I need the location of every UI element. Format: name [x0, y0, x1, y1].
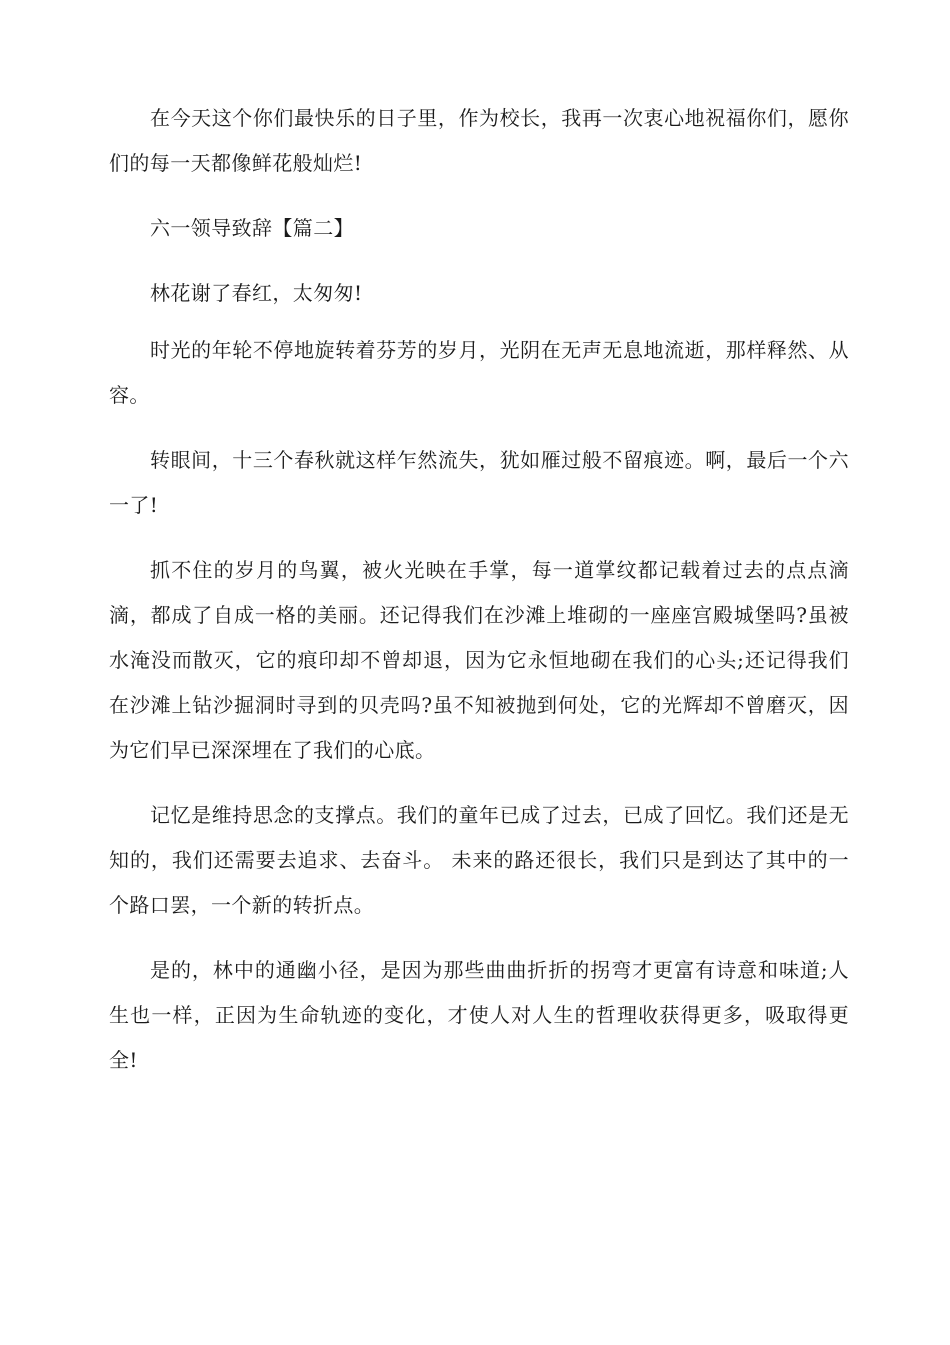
body-paragraph: 记忆是维持思念的支撑点。我们的童年已成了过去，已成了回忆。我们还是无知的，我们还需要去追求、去奋斗。 未来的路还很长，我们只是到达了其中的一个路口罢，一个新的转折点。 [109, 803, 849, 917]
body-paragraph: 抓不住的岁月的鸟翼，被火光映在手掌，每一道掌纹都记载着过去的点点滴滴，都成了自成一格的美丽。还记得我们在沙滩上堆砌的一座座宫殿城堡吗?虽被水淹没而散灭，它的痕印却不曾却退，因为它永恒地砌在我们的心头;还记得我们在沙滩上钻沙掘洞时寻到的贝壳吗?虽不知被抛到何处，它的光辉却不曾磨灭，因为它们早已深深埋在了我们的心底。 [109, 558, 849, 762]
closing-paragraph: 在今天这个你们最快乐的日子里，作为校长，我再一次衷心地祝福你们，愿你们的每一天都像鲜花般灿烂! [109, 106, 849, 175]
body-paragraph: 时光的年轮不停地旋转着芬芳的岁月，光阴在无声无息地流逝，那样释然、从容。 [109, 338, 849, 407]
section-heading: 六一领导致辞【篇二】 [150, 216, 354, 240]
opening-line: 林花谢了春红，太匆匆! [150, 281, 363, 305]
body-paragraph: 转眼间，十三个春秋就这样乍然流失，犹如雁过般不留痕迹。啊，最后一个六一了! [109, 448, 849, 517]
body-paragraph: 是的，林中的通幽小径，是因为那些曲曲折折的拐弯才更富有诗意和味道;人生也一样，正因为生命轨迹的变化，才使人对人生的哲理收获得更多，吸取得更全! [109, 958, 849, 1072]
document-body [109, 96, 849, 1103]
